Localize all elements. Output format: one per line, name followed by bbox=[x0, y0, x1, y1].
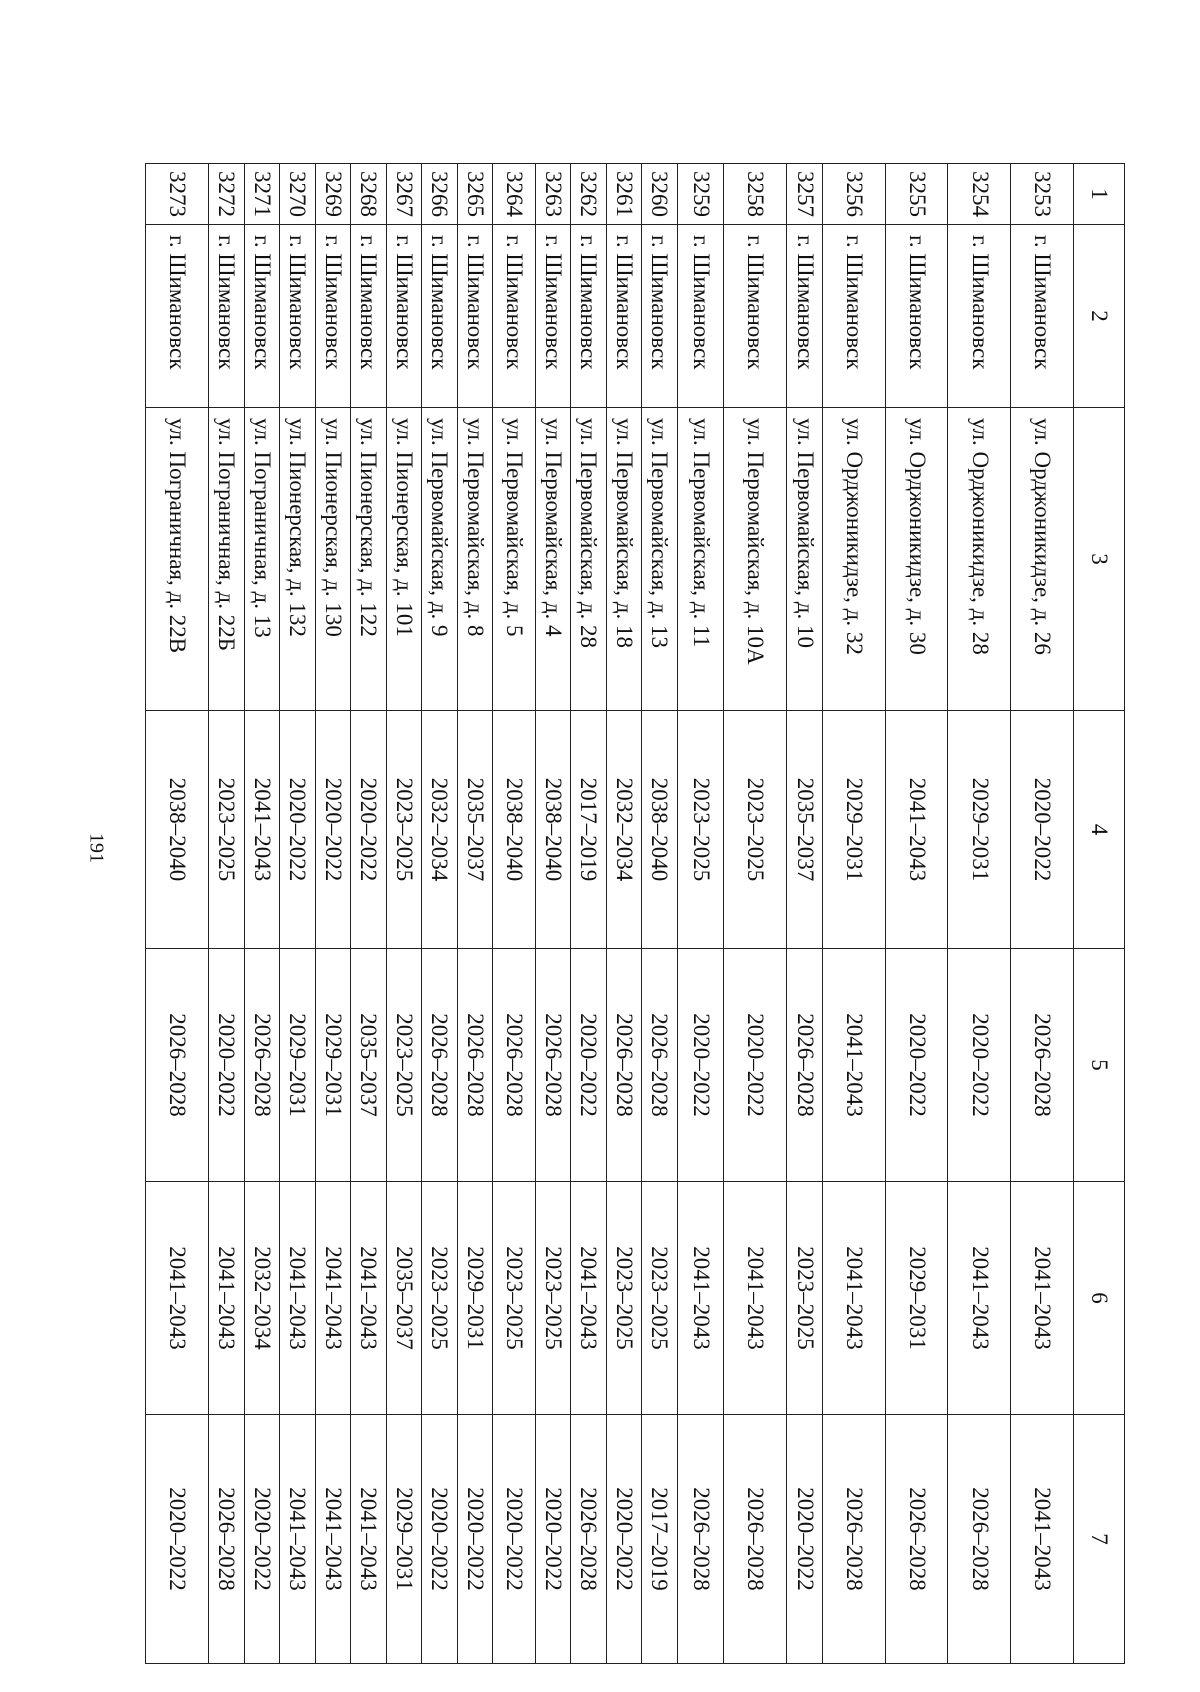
cell-city: г. Шимановск bbox=[493, 225, 536, 408]
cell-city: г. Шимановск bbox=[386, 225, 422, 408]
header-cell-2: 2 bbox=[1074, 225, 1125, 408]
cell-period-6: 2041–2043 bbox=[1011, 1182, 1074, 1415]
cell-number: 3261 bbox=[606, 164, 642, 225]
cell-period-5: 2035–2037 bbox=[351, 949, 387, 1182]
cell-period-6: 2041–2043 bbox=[280, 1182, 316, 1415]
table-row bbox=[571, 164, 607, 1664]
cell-period-7: 2041–2043 bbox=[351, 1415, 387, 1664]
cell-city: г. Шимановск bbox=[822, 225, 885, 408]
table-row bbox=[146, 164, 209, 1664]
cell-number: 3256 bbox=[822, 164, 885, 225]
cell-period-6: 2023–2025 bbox=[642, 1182, 678, 1415]
table-row bbox=[386, 164, 422, 1664]
cell-period-4: 2023–2025 bbox=[677, 711, 724, 949]
cell-period-5: 2026–2028 bbox=[1011, 949, 1074, 1182]
cell-city: г. Шимановск bbox=[571, 225, 607, 408]
cell-address: ул. Первомайская, д. 28 bbox=[571, 408, 607, 711]
cell-period-4: 2038–2040 bbox=[642, 711, 678, 949]
cell-number: 3258 bbox=[724, 164, 787, 225]
cell-number: 3273 bbox=[146, 164, 209, 225]
cell-city: г. Шимановск bbox=[422, 225, 458, 408]
cell-number: 3257 bbox=[787, 164, 823, 225]
cell-address: ул. Первомайская, д. 10А bbox=[724, 408, 787, 711]
cell-period-5: 2020–2022 bbox=[724, 949, 787, 1182]
cell-number: 3254 bbox=[948, 164, 1011, 225]
cell-period-5: 2026–2028 bbox=[146, 949, 209, 1182]
cell-period-4: 2017–2019 bbox=[571, 711, 607, 949]
cell-number: 3264 bbox=[493, 164, 536, 225]
cell-period-4: 2023–2025 bbox=[386, 711, 422, 949]
table-body bbox=[146, 164, 1125, 1664]
cell-period-7: 2017–2019 bbox=[642, 1415, 678, 1664]
cell-city: г. Шимановск bbox=[315, 225, 351, 408]
cell-period-4: 2038–2040 bbox=[146, 711, 209, 949]
cell-period-5: 2026–2028 bbox=[642, 949, 678, 1182]
cell-period-5: 2026–2028 bbox=[457, 949, 493, 1182]
cell-number: 3260 bbox=[642, 164, 678, 225]
table-row bbox=[1011, 164, 1074, 1664]
cell-period-5: 2020–2022 bbox=[948, 949, 1011, 1182]
cell-period-7: 2020–2022 bbox=[535, 1415, 571, 1664]
table-row bbox=[885, 164, 948, 1664]
cell-period-5: 2029–2031 bbox=[315, 949, 351, 1182]
cell-period-4: 2041–2043 bbox=[885, 711, 948, 949]
cell-period-6: 2041–2043 bbox=[822, 1182, 885, 1415]
cell-number: 3265 bbox=[457, 164, 493, 225]
cell-address: ул. Первомайская, д. 9 bbox=[422, 408, 458, 711]
cell-period-5: 2020–2022 bbox=[571, 949, 607, 1182]
cell-address: ул. Первомайская, д. 8 bbox=[457, 408, 493, 711]
rotated-table-container bbox=[145, 163, 1125, 1663]
cell-address: ул. Пограничная, д. 22В bbox=[146, 408, 209, 711]
cell-period-4: 2020–2022 bbox=[315, 711, 351, 949]
header-cell-6: 6 bbox=[1074, 1182, 1125, 1415]
cell-period-7: 2020–2022 bbox=[606, 1415, 642, 1664]
cell-number: 3262 bbox=[571, 164, 607, 225]
cell-city: г. Шимановск bbox=[146, 225, 209, 408]
cell-period-6: 2041–2043 bbox=[948, 1182, 1011, 1415]
housing-schedule-table bbox=[145, 163, 1125, 1664]
cell-address: ул. Первомайская, д. 11 bbox=[677, 408, 724, 711]
cell-number: 3263 bbox=[535, 164, 571, 225]
cell-period-6: 2029–2031 bbox=[885, 1182, 948, 1415]
cell-period-6: 2032–2034 bbox=[244, 1182, 280, 1415]
table-row bbox=[535, 164, 571, 1664]
cell-city: г. Шимановск bbox=[351, 225, 387, 408]
cell-period-4: 2035–2037 bbox=[457, 711, 493, 949]
cell-address: ул. Первомайская, д. 18 bbox=[606, 408, 642, 711]
cell-period-5: 2026–2028 bbox=[493, 949, 536, 1182]
cell-period-4: 2038–2040 bbox=[535, 711, 571, 949]
cell-period-6: 2023–2025 bbox=[606, 1182, 642, 1415]
cell-period-6: 2035–2037 bbox=[386, 1182, 422, 1415]
cell-period-7: 2020–2022 bbox=[146, 1415, 209, 1664]
cell-number: 3255 bbox=[885, 164, 948, 225]
cell-period-6: 2041–2043 bbox=[209, 1182, 245, 1415]
cell-period-7: 2026–2028 bbox=[209, 1415, 245, 1664]
cell-period-5: 2026–2028 bbox=[787, 949, 823, 1182]
cell-number: 3271 bbox=[244, 164, 280, 225]
cell-period-7: 2020–2022 bbox=[422, 1415, 458, 1664]
cell-period-6: 2023–2025 bbox=[493, 1182, 536, 1415]
cell-address: ул. Орджоникидзе, д. 32 bbox=[822, 408, 885, 711]
cell-number: 3272 bbox=[209, 164, 245, 225]
cell-period-5: 2020–2022 bbox=[677, 949, 724, 1182]
cell-period-5: 2026–2028 bbox=[244, 949, 280, 1182]
cell-period-6: 2041–2043 bbox=[351, 1182, 387, 1415]
cell-period-4: 2029–2031 bbox=[822, 711, 885, 949]
table-row bbox=[677, 164, 724, 1664]
cell-period-7: 2026–2028 bbox=[885, 1415, 948, 1664]
cell-period-6: 2041–2043 bbox=[571, 1182, 607, 1415]
cell-period-7: 2020–2022 bbox=[787, 1415, 823, 1664]
cell-period-6: 2041–2043 bbox=[146, 1182, 209, 1415]
table-row bbox=[606, 164, 642, 1664]
cell-city: г. Шимановск bbox=[724, 225, 787, 408]
cell-period-5: 2020–2022 bbox=[885, 949, 948, 1182]
cell-address: ул. Орджоникидзе, д. 26 bbox=[1011, 408, 1074, 711]
cell-period-6: 2041–2043 bbox=[315, 1182, 351, 1415]
cell-period-7: 2026–2028 bbox=[571, 1415, 607, 1664]
cell-number: 3270 bbox=[280, 164, 316, 225]
cell-address: ул. Пионерская, д. 132 bbox=[280, 408, 316, 711]
table-row bbox=[280, 164, 316, 1664]
cell-period-7: 2020–2022 bbox=[457, 1415, 493, 1664]
cell-number: 3269 bbox=[315, 164, 351, 225]
cell-period-4: 2020–2022 bbox=[351, 711, 387, 949]
cell-period-7: 2020–2022 bbox=[244, 1415, 280, 1664]
cell-period-6: 2041–2043 bbox=[724, 1182, 787, 1415]
cell-city: г. Шимановск bbox=[787, 225, 823, 408]
cell-period-5: 2029–2031 bbox=[280, 949, 316, 1182]
cell-period-4: 2038–2040 bbox=[493, 711, 536, 949]
cell-period-7: 2026–2028 bbox=[677, 1415, 724, 1664]
cell-period-5: 2026–2028 bbox=[422, 949, 458, 1182]
cell-period-7: 2026–2028 bbox=[822, 1415, 885, 1664]
table-row bbox=[724, 164, 787, 1664]
cell-period-7: 2026–2028 bbox=[948, 1415, 1011, 1664]
cell-city: г. Шимановск bbox=[606, 225, 642, 408]
cell-address: ул. Пионерская, д. 130 bbox=[315, 408, 351, 711]
cell-city: г. Шимановск bbox=[1011, 225, 1074, 408]
header-cell-7: 7 bbox=[1074, 1415, 1125, 1664]
cell-address: ул. Орджоникидзе, д. 28 bbox=[948, 408, 1011, 711]
cell-period-4: 2020–2022 bbox=[280, 711, 316, 949]
cell-number: 3259 bbox=[677, 164, 724, 225]
table-row bbox=[351, 164, 387, 1664]
cell-period-4: 2029–2031 bbox=[948, 711, 1011, 949]
cell-period-7: 2026–2028 bbox=[724, 1415, 787, 1664]
header-cell-3: 3 bbox=[1074, 408, 1125, 711]
cell-number: 3268 bbox=[351, 164, 387, 225]
cell-address: ул. Первомайская, д. 5 bbox=[493, 408, 536, 711]
cell-period-4: 2035–2037 bbox=[787, 711, 823, 949]
cell-city: г. Шимановск bbox=[280, 225, 316, 408]
cell-period-4: 2020–2022 bbox=[1011, 711, 1074, 949]
cell-period-6: 2023–2025 bbox=[787, 1182, 823, 1415]
table-row bbox=[493, 164, 536, 1664]
cell-period-7: 2029–2031 bbox=[386, 1415, 422, 1664]
cell-address: ул. Пограничная, д. 13 bbox=[244, 408, 280, 711]
cell-period-6: 2041–2043 bbox=[677, 1182, 724, 1415]
cell-city: г. Шимановск bbox=[457, 225, 493, 408]
header-cell-5: 5 bbox=[1074, 949, 1125, 1182]
cell-period-7: 2041–2043 bbox=[315, 1415, 351, 1664]
cell-period-6: 2023–2025 bbox=[422, 1182, 458, 1415]
table-row bbox=[822, 164, 885, 1664]
table-row bbox=[787, 164, 823, 1664]
cell-period-5: 2023–2025 bbox=[386, 949, 422, 1182]
cell-period-4: 2023–2025 bbox=[209, 711, 245, 949]
cell-address: ул. Пионерская, д. 101 bbox=[386, 408, 422, 711]
cell-period-4: 2032–2034 bbox=[422, 711, 458, 949]
table-row bbox=[642, 164, 678, 1664]
table-row bbox=[422, 164, 458, 1664]
cell-period-7: 2041–2043 bbox=[1011, 1415, 1074, 1664]
cell-address: ул. Первомайская, д. 4 bbox=[535, 408, 571, 711]
table-row bbox=[315, 164, 351, 1664]
cell-period-4: 2023–2025 bbox=[724, 711, 787, 949]
cell-period-4: 2032–2034 bbox=[606, 711, 642, 949]
cell-period-7: 2041–2043 bbox=[280, 1415, 316, 1664]
cell-city: г. Шимановск bbox=[209, 225, 245, 408]
cell-number: 3267 bbox=[386, 164, 422, 225]
table-row bbox=[948, 164, 1011, 1664]
table-row bbox=[457, 164, 493, 1664]
cell-city: г. Шимановск bbox=[244, 225, 280, 408]
cell-address: ул. Пионерская, д. 122 bbox=[351, 408, 387, 711]
cell-address: ул. Пограничная, д. 22Б bbox=[209, 408, 245, 711]
cell-period-5: 2026–2028 bbox=[606, 949, 642, 1182]
cell-period-6: 2023–2025 bbox=[535, 1182, 571, 1415]
cell-address: ул. Первомайская, д. 13 bbox=[642, 408, 678, 711]
header-cell-1: 1 bbox=[1074, 164, 1125, 225]
table-row bbox=[244, 164, 280, 1664]
page-number: 191 bbox=[85, 833, 108, 863]
cell-city: г. Шимановск bbox=[885, 225, 948, 408]
cell-period-6: 2029–2031 bbox=[457, 1182, 493, 1415]
cell-address: ул. Орджоникидзе, д. 30 bbox=[885, 408, 948, 711]
cell-period-7: 2020–2022 bbox=[493, 1415, 536, 1664]
table-header-row bbox=[1074, 164, 1125, 1664]
cell-period-5: 2041–2043 bbox=[822, 949, 885, 1182]
cell-city: г. Шимановск bbox=[642, 225, 678, 408]
header-cell-4: 4 bbox=[1074, 711, 1125, 949]
cell-city: г. Шимановск bbox=[677, 225, 724, 408]
cell-address: ул. Первомайская, д. 10 bbox=[787, 408, 823, 711]
cell-city: г. Шимановск bbox=[948, 225, 1011, 408]
cell-period-5: 2026–2028 bbox=[535, 949, 571, 1182]
cell-period-4: 2041–2043 bbox=[244, 711, 280, 949]
table-row bbox=[209, 164, 245, 1664]
cell-city: г. Шимановск bbox=[535, 225, 571, 408]
cell-number: 3253 bbox=[1011, 164, 1074, 225]
cell-period-5: 2020–2022 bbox=[209, 949, 245, 1182]
cell-number: 3266 bbox=[422, 164, 458, 225]
